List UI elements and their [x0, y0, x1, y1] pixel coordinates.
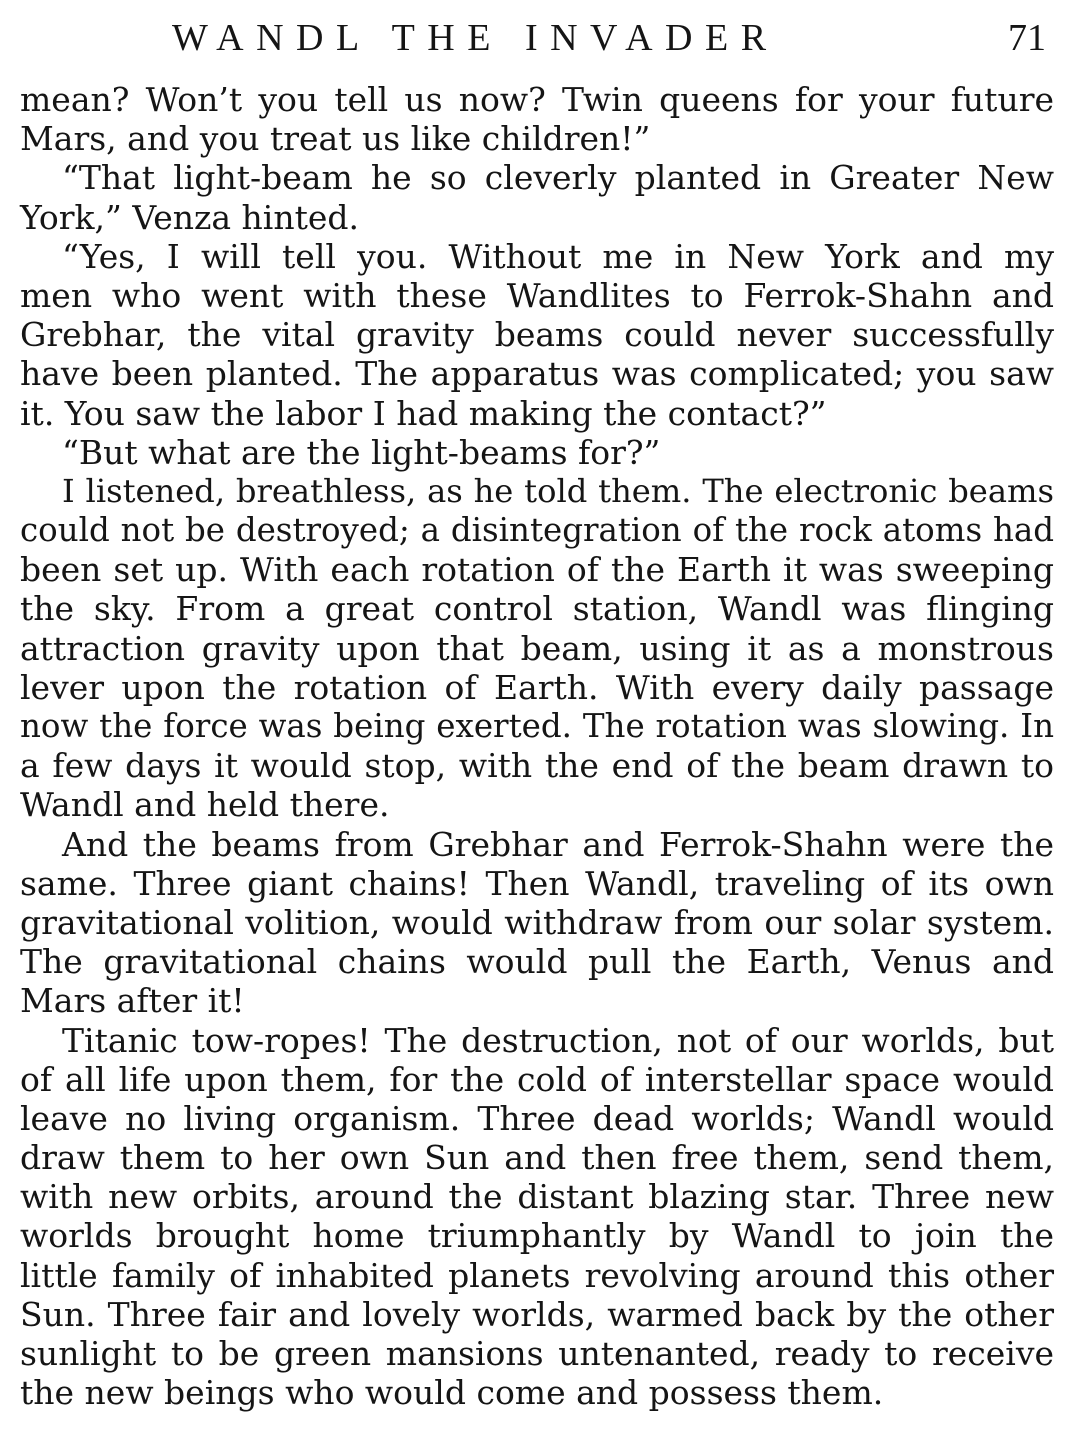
page-header — [0, 10, 1076, 66]
text-line: Grebhar, the vital gravity beams could never successfully — [20, 315, 1054, 355]
text-line: same. Three giant chains! Then Wandl, traveling of its own — [20, 863, 1054, 903]
text-line: I listened, breathless, as he told them. The electronic beams — [62, 471, 1054, 510]
text-line: “Yes, I will tell you. Without me in New York and my — [62, 236, 1054, 276]
text-line: Mars after it! — [20, 981, 245, 1021]
text-line: the new beings who would come and possess them. — [20, 1373, 884, 1413]
text-line: of all life upon them, for the cold of interstellar space would — [20, 1059, 1054, 1099]
text-line: And the beams from Grebhar and Ferrok-Shahn were the — [62, 824, 1054, 864]
text-line: Sun. Three fair and lovely worlds, warmed back by the other — [20, 1294, 1054, 1334]
text-line: the sky. From a great control station, Wandl was flinging — [20, 589, 1054, 629]
text-line: lever upon the rotation of Earth. With every daily passage — [20, 667, 1054, 707]
text-line: York,” Venza hinted. — [20, 197, 360, 237]
text-line: “That light-beam he so cleverly planted in Greater New — [62, 158, 1054, 198]
text-line: a few days it would stop, with the end of the beam drawn to — [20, 746, 1054, 786]
text-line: draw them to her own Sun and then free them, send them, — [20, 1138, 1054, 1178]
text-line: attraction gravity upon that beam, using it as a monstrous — [20, 628, 1054, 668]
text-line: Titanic tow-ropes! The destruction, not of our worlds, but — [62, 1020, 1054, 1060]
text-line: leave no living organism. Three dead worlds; Wandl would — [20, 1098, 1054, 1138]
text-line: Wandl and held there. — [20, 785, 390, 825]
text-line: could not be destroyed; a disintegration of the rock atoms had — [20, 511, 1054, 550]
text-line: worlds brought home triumphantly by Wandl to join the — [20, 1216, 1054, 1256]
text-line: The gravitational chains would pull the Earth, Venus and — [20, 942, 1054, 982]
text-line: Mars, and you treat us like children!” — [20, 119, 651, 159]
text-line: little family of inhabited planets revolving around this other — [20, 1255, 1054, 1295]
body-text — [20, 80, 1054, 1412]
page-number: 71 — [1008, 17, 1046, 59]
text-line: “But what are the light-beams for?” — [62, 432, 661, 472]
text-line: with new orbits, around the distant blazing star. Three new — [20, 1177, 1054, 1217]
text-line: been set up. With each rotation of the Earth it was sweeping — [20, 550, 1054, 590]
running-title: WANDL THE INVADER — [172, 17, 779, 59]
text-line: have been planted. The apparatus was complicated; you saw — [20, 354, 1054, 394]
text-line: men who went with these Wandlites to Ferrok-Shahn and — [20, 275, 1054, 315]
text-line: mean? Won’t you tell us now? Twin queens for your future — [20, 80, 1054, 119]
text-line: sunlight to be green mansions untenanted, ready to receive — [20, 1334, 1054, 1373]
text-line: gravitational volition, would withdraw from our solar system. — [20, 902, 1054, 942]
text-line: now the force was being exerted. The rotation was slowing. In — [20, 707, 1054, 745]
text-line: it. You saw the labor I had making the contact?” — [20, 393, 827, 433]
